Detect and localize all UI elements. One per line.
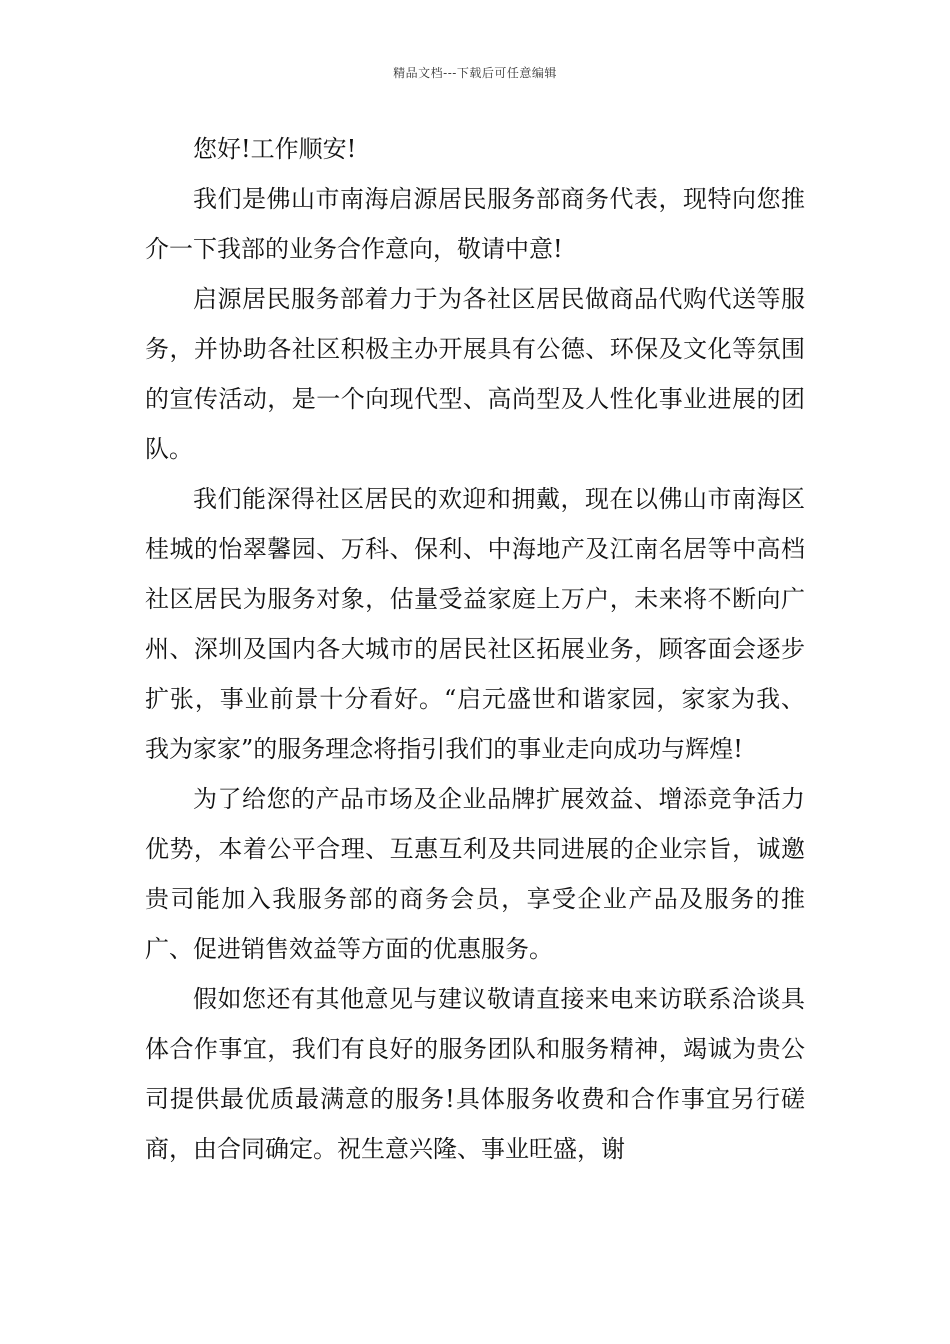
paragraph-reach: 我们能深得社区居民的欢迎和拥戴，现在以佛山市南海区桂城的怡翠馨园、万科、保利、中海地产及江南名居等中高档社区居民为服务对象，估量受益家庭上万户，未来将不断向广州、深圳及国内各大城市的居民社区拓展业务，顾客面会逐步扩张，事业前景十分看好。“启元盛世和谐家园，家家为我、我为家家”的服务理念将指引我们的事业走向成功与辉煌!	[145, 485, 805, 763]
letter-body	[145, 124, 805, 1174]
paragraph-contact: 假如您还有其他意见与建议敬请直接来电来访联系洽谈具体合作事宜，我们有良好的服务团队和服务精神，竭诚为贵公司提供最优质最满意的服务!具体服务收费和合作事宜另行磋商，由合同确定。祝生意兴隆、事业旺盛，谢	[145, 985, 805, 1163]
paragraph-invitation: 为了给您的产品市场及企业品牌扩展效益、增添竞争活力优势，本着公平合理、互惠互利及共同进展的企业宗旨，诚邀贵司能加入我服务部的商务会员，享受企业产品及服务的推广、促进销售效益等方面的优惠服务。	[145, 785, 805, 963]
paragraph-about: 启源居民服务部着力于为各社区居民做商品代购代送等服务，并协助各社区积极主办开展具有公德、环保及文化等氛围的宣传活动，是一个向现代型、高尚型及人性化事业进展的团队。	[145, 285, 805, 463]
paragraph-intro: 我们是佛山市南海启源居民服务部商务代表，现特向您推介一下我部的业务合作意向，敬请中意!	[145, 185, 805, 263]
greeting: 您好!工作顺安!	[193, 135, 357, 163]
page-header: 精品文档---下载后可任意编辑	[393, 66, 557, 80]
